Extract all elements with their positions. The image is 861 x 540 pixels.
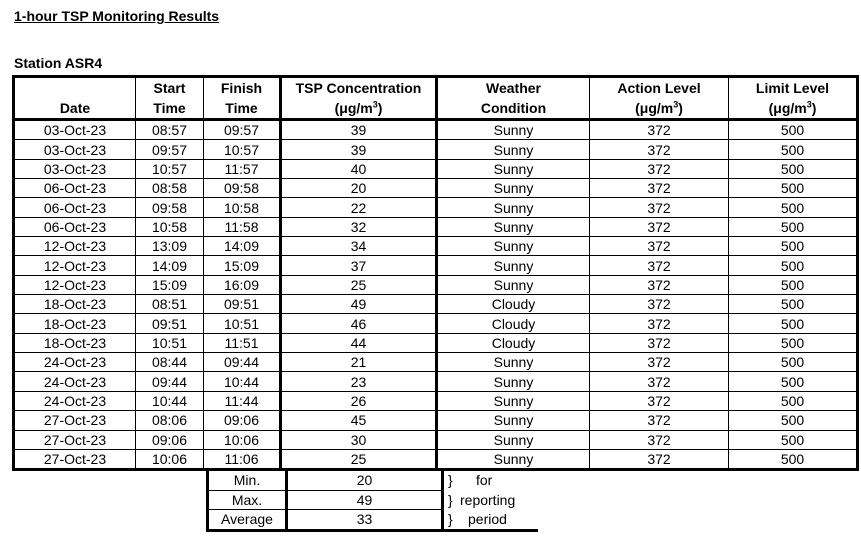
header-finish-2: Time bbox=[204, 98, 281, 120]
brace-glyph: } bbox=[448, 511, 453, 527]
cell-finish: 16:09 bbox=[204, 275, 281, 294]
cell-action: 372 bbox=[590, 430, 729, 449]
cell-finish: 10:58 bbox=[204, 198, 281, 217]
cell-tsp: 32 bbox=[281, 217, 437, 236]
cell-action: 372 bbox=[590, 217, 729, 236]
cell-start: 10:58 bbox=[136, 217, 204, 236]
cell-finish: 11:58 bbox=[204, 217, 281, 236]
header-tsp-unit: $(\mu g/m^3)$ bbox=[281, 98, 437, 120]
summary-value: 49 bbox=[287, 490, 443, 510]
cell-date: 03-Oct-23 bbox=[14, 120, 136, 140]
cell-weather: Sunny bbox=[437, 353, 590, 372]
cell-tsp: 34 bbox=[281, 237, 437, 256]
header-row-2 bbox=[14, 98, 858, 120]
header-limit-1: Limit Level bbox=[729, 77, 858, 99]
cell-date: 24-Oct-23 bbox=[14, 391, 136, 410]
cell-start: 14:09 bbox=[136, 256, 204, 275]
table-row bbox=[14, 430, 858, 449]
cell-tsp: 45 bbox=[281, 411, 437, 430]
cell-limit: 500 bbox=[729, 198, 858, 217]
cell-action: 372 bbox=[590, 198, 729, 217]
cell-start: 15:09 bbox=[136, 275, 204, 294]
cell-date: 27-Oct-23 bbox=[14, 411, 136, 430]
cell-date: 12-Oct-23 bbox=[14, 256, 136, 275]
cell-finish: 09:57 bbox=[204, 120, 281, 140]
cell-weather: Sunny bbox=[437, 140, 590, 159]
table-row bbox=[14, 198, 858, 217]
header-date-2: Date bbox=[14, 98, 136, 120]
cell-weather: Cloudy bbox=[437, 333, 590, 352]
summary-row bbox=[208, 510, 539, 531]
cell-start: 08:44 bbox=[136, 353, 204, 372]
cell-date: 12-Oct-23 bbox=[14, 275, 136, 294]
cell-date: 06-Oct-23 bbox=[14, 198, 136, 217]
cell-start: 08:06 bbox=[136, 411, 204, 430]
cell-start: 09:57 bbox=[136, 140, 204, 159]
cell-limit: 500 bbox=[729, 256, 858, 275]
table-row bbox=[14, 411, 858, 430]
cell-tsp: 37 bbox=[281, 256, 437, 275]
cell-date: 06-Oct-23 bbox=[14, 217, 136, 236]
cell-action: 372 bbox=[590, 411, 729, 430]
cell-tsp: 30 bbox=[281, 430, 437, 449]
cell-weather: Sunny bbox=[437, 179, 590, 198]
cell-date: 27-Oct-23 bbox=[14, 449, 136, 469]
cell-limit: 500 bbox=[729, 411, 858, 430]
header-finish-1: Finish bbox=[204, 77, 281, 99]
cell-tsp: 26 bbox=[281, 391, 437, 410]
summary-note-text: period bbox=[468, 511, 507, 527]
cell-weather: Sunny bbox=[437, 120, 590, 140]
summary-note bbox=[443, 490, 539, 510]
cell-tsp: 25 bbox=[281, 449, 437, 469]
cell-weather: Cloudy bbox=[437, 295, 590, 314]
table-row bbox=[14, 159, 858, 178]
table-row bbox=[14, 314, 858, 333]
table-row bbox=[14, 217, 858, 236]
cell-action: 372 bbox=[590, 372, 729, 391]
cell-tsp: 40 bbox=[281, 159, 437, 178]
cell-limit: 500 bbox=[729, 353, 858, 372]
cell-action: 372 bbox=[590, 256, 729, 275]
header-tsp-1: TSP Concentration bbox=[281, 77, 437, 99]
header-row-1 bbox=[14, 77, 858, 99]
cell-date: 24-Oct-23 bbox=[14, 353, 136, 372]
header-weather-2: Condition bbox=[437, 98, 590, 120]
cell-finish: 10:44 bbox=[204, 372, 281, 391]
cell-action: 372 bbox=[590, 179, 729, 198]
cell-tsp: 46 bbox=[281, 314, 437, 333]
brace-glyph: } bbox=[448, 491, 453, 508]
cell-weather: Sunny bbox=[437, 430, 590, 449]
cell-start: 10:06 bbox=[136, 449, 204, 469]
cell-finish: 10:06 bbox=[204, 430, 281, 449]
brace-glyph: } bbox=[448, 472, 453, 489]
cell-tsp: 39 bbox=[281, 120, 437, 140]
cell-start: 08:51 bbox=[136, 295, 204, 314]
cell-tsp: 23 bbox=[281, 372, 437, 391]
cell-finish: 11:06 bbox=[204, 449, 281, 469]
page-title: 1-hour TSP Monitoring Results bbox=[14, 8, 220, 24]
cell-finish: 11:57 bbox=[204, 159, 281, 178]
cell-tsp: 20 bbox=[281, 179, 437, 198]
header-start-1: Start bbox=[136, 77, 204, 99]
summary-row bbox=[208, 490, 539, 510]
cell-limit: 500 bbox=[729, 391, 858, 410]
cell-limit: 500 bbox=[729, 179, 858, 198]
cell-date: 06-Oct-23 bbox=[14, 179, 136, 198]
cell-tsp: 25 bbox=[281, 275, 437, 294]
cell-start: 10:44 bbox=[136, 391, 204, 410]
cell-weather: Sunny bbox=[437, 391, 590, 410]
cell-action: 372 bbox=[590, 120, 729, 140]
cell-finish: 11:51 bbox=[204, 333, 281, 352]
cell-weather: Sunny bbox=[437, 372, 590, 391]
cell-weather: Sunny bbox=[437, 256, 590, 275]
cell-start: 10:51 bbox=[136, 333, 204, 352]
cell-action: 372 bbox=[590, 140, 729, 159]
cell-limit: 500 bbox=[729, 449, 858, 469]
cell-limit: 500 bbox=[729, 430, 858, 449]
cell-start: 08:58 bbox=[136, 179, 204, 198]
cell-weather: Cloudy bbox=[437, 314, 590, 333]
table-row bbox=[14, 372, 858, 391]
cell-action: 372 bbox=[590, 295, 729, 314]
summary-table bbox=[206, 470, 538, 532]
table-row bbox=[14, 256, 858, 275]
cell-action: 372 bbox=[590, 237, 729, 256]
cell-weather: Sunny bbox=[437, 159, 590, 178]
cell-date: 24-Oct-23 bbox=[14, 372, 136, 391]
cell-finish: 11:44 bbox=[204, 391, 281, 410]
cell-weather: Sunny bbox=[437, 217, 590, 236]
summary-label: Average bbox=[208, 510, 287, 531]
cell-limit: 500 bbox=[729, 140, 858, 159]
cell-finish: 15:09 bbox=[204, 256, 281, 275]
cell-limit: 500 bbox=[729, 275, 858, 294]
cell-start: 13:09 bbox=[136, 237, 204, 256]
header-date-1 bbox=[14, 77, 136, 99]
summary-note bbox=[443, 510, 539, 531]
table-row bbox=[14, 295, 858, 314]
cell-weather: Sunny bbox=[437, 275, 590, 294]
cell-finish: 09:51 bbox=[204, 295, 281, 314]
table-row bbox=[14, 333, 858, 352]
table-row bbox=[14, 237, 858, 256]
table-row bbox=[14, 179, 858, 198]
cell-finish: 09:58 bbox=[204, 179, 281, 198]
summary-note bbox=[443, 471, 539, 491]
summary-label: Min. bbox=[208, 471, 287, 491]
cell-limit: 500 bbox=[729, 333, 858, 352]
cell-tsp: 44 bbox=[281, 333, 437, 352]
header-limit-unit: $(\mu g/m^3)$ bbox=[729, 98, 858, 120]
cell-limit: 500 bbox=[729, 120, 858, 140]
cell-action: 372 bbox=[590, 314, 729, 333]
cell-start: 09:44 bbox=[136, 372, 204, 391]
cell-start: 09:58 bbox=[136, 198, 204, 217]
cell-finish: 10:51 bbox=[204, 314, 281, 333]
cell-weather: Sunny bbox=[437, 449, 590, 469]
cell-action: 372 bbox=[590, 391, 729, 410]
cell-limit: 500 bbox=[729, 217, 858, 236]
cell-limit: 500 bbox=[729, 314, 858, 333]
cell-start: 09:51 bbox=[136, 314, 204, 333]
cell-weather: Sunny bbox=[437, 198, 590, 217]
cell-date: 03-Oct-23 bbox=[14, 159, 136, 178]
cell-finish: 10:57 bbox=[204, 140, 281, 159]
cell-action: 372 bbox=[590, 333, 729, 352]
table-row bbox=[14, 391, 858, 410]
table-row bbox=[14, 353, 858, 372]
cell-tsp: 22 bbox=[281, 198, 437, 217]
cell-action: 372 bbox=[590, 275, 729, 294]
summary-row bbox=[208, 471, 539, 491]
cell-finish: 09:44 bbox=[204, 353, 281, 372]
cell-action: 372 bbox=[590, 159, 729, 178]
cell-finish: 09:06 bbox=[204, 411, 281, 430]
summary-value: 33 bbox=[287, 510, 443, 531]
cell-limit: 500 bbox=[729, 372, 858, 391]
cell-date: 18-Oct-23 bbox=[14, 314, 136, 333]
summary-note-text: for bbox=[476, 472, 493, 489]
table-row bbox=[14, 120, 858, 140]
cell-finish: 14:09 bbox=[204, 237, 281, 256]
cell-date: 03-Oct-23 bbox=[14, 140, 136, 159]
header-action-unit: $(\mu g/m^3)$ bbox=[590, 98, 729, 120]
summary-label: Max. bbox=[208, 490, 287, 510]
cell-date: 27-Oct-23 bbox=[14, 430, 136, 449]
cell-action: 372 bbox=[590, 449, 729, 469]
cell-limit: 500 bbox=[729, 295, 858, 314]
cell-action: 372 bbox=[590, 353, 729, 372]
cell-limit: 500 bbox=[729, 237, 858, 256]
station-label: Station ASR4 bbox=[14, 55, 103, 71]
header-action-1: Action Level bbox=[590, 77, 729, 99]
cell-start: 08:57 bbox=[136, 120, 204, 140]
cell-weather: Sunny bbox=[437, 237, 590, 256]
cell-limit: 500 bbox=[729, 159, 858, 178]
summary-value: 20 bbox=[287, 471, 443, 491]
summary-note-text: reporting bbox=[460, 491, 516, 508]
cell-date: 12-Oct-23 bbox=[14, 237, 136, 256]
cell-start: 09:06 bbox=[136, 430, 204, 449]
cell-weather: Sunny bbox=[437, 411, 590, 430]
header-start-2: Time bbox=[136, 98, 204, 120]
table-row bbox=[14, 140, 858, 159]
tsp-results-table bbox=[12, 75, 859, 471]
header-weather-1: Weather bbox=[437, 77, 590, 99]
cell-tsp: 49 bbox=[281, 295, 437, 314]
cell-start: 10:57 bbox=[136, 159, 204, 178]
table-row bbox=[14, 275, 858, 294]
cell-date: 18-Oct-23 bbox=[14, 333, 136, 352]
cell-tsp: 39 bbox=[281, 140, 437, 159]
cell-date: 18-Oct-23 bbox=[14, 295, 136, 314]
cell-tsp: 21 bbox=[281, 353, 437, 372]
table-row bbox=[14, 449, 858, 469]
